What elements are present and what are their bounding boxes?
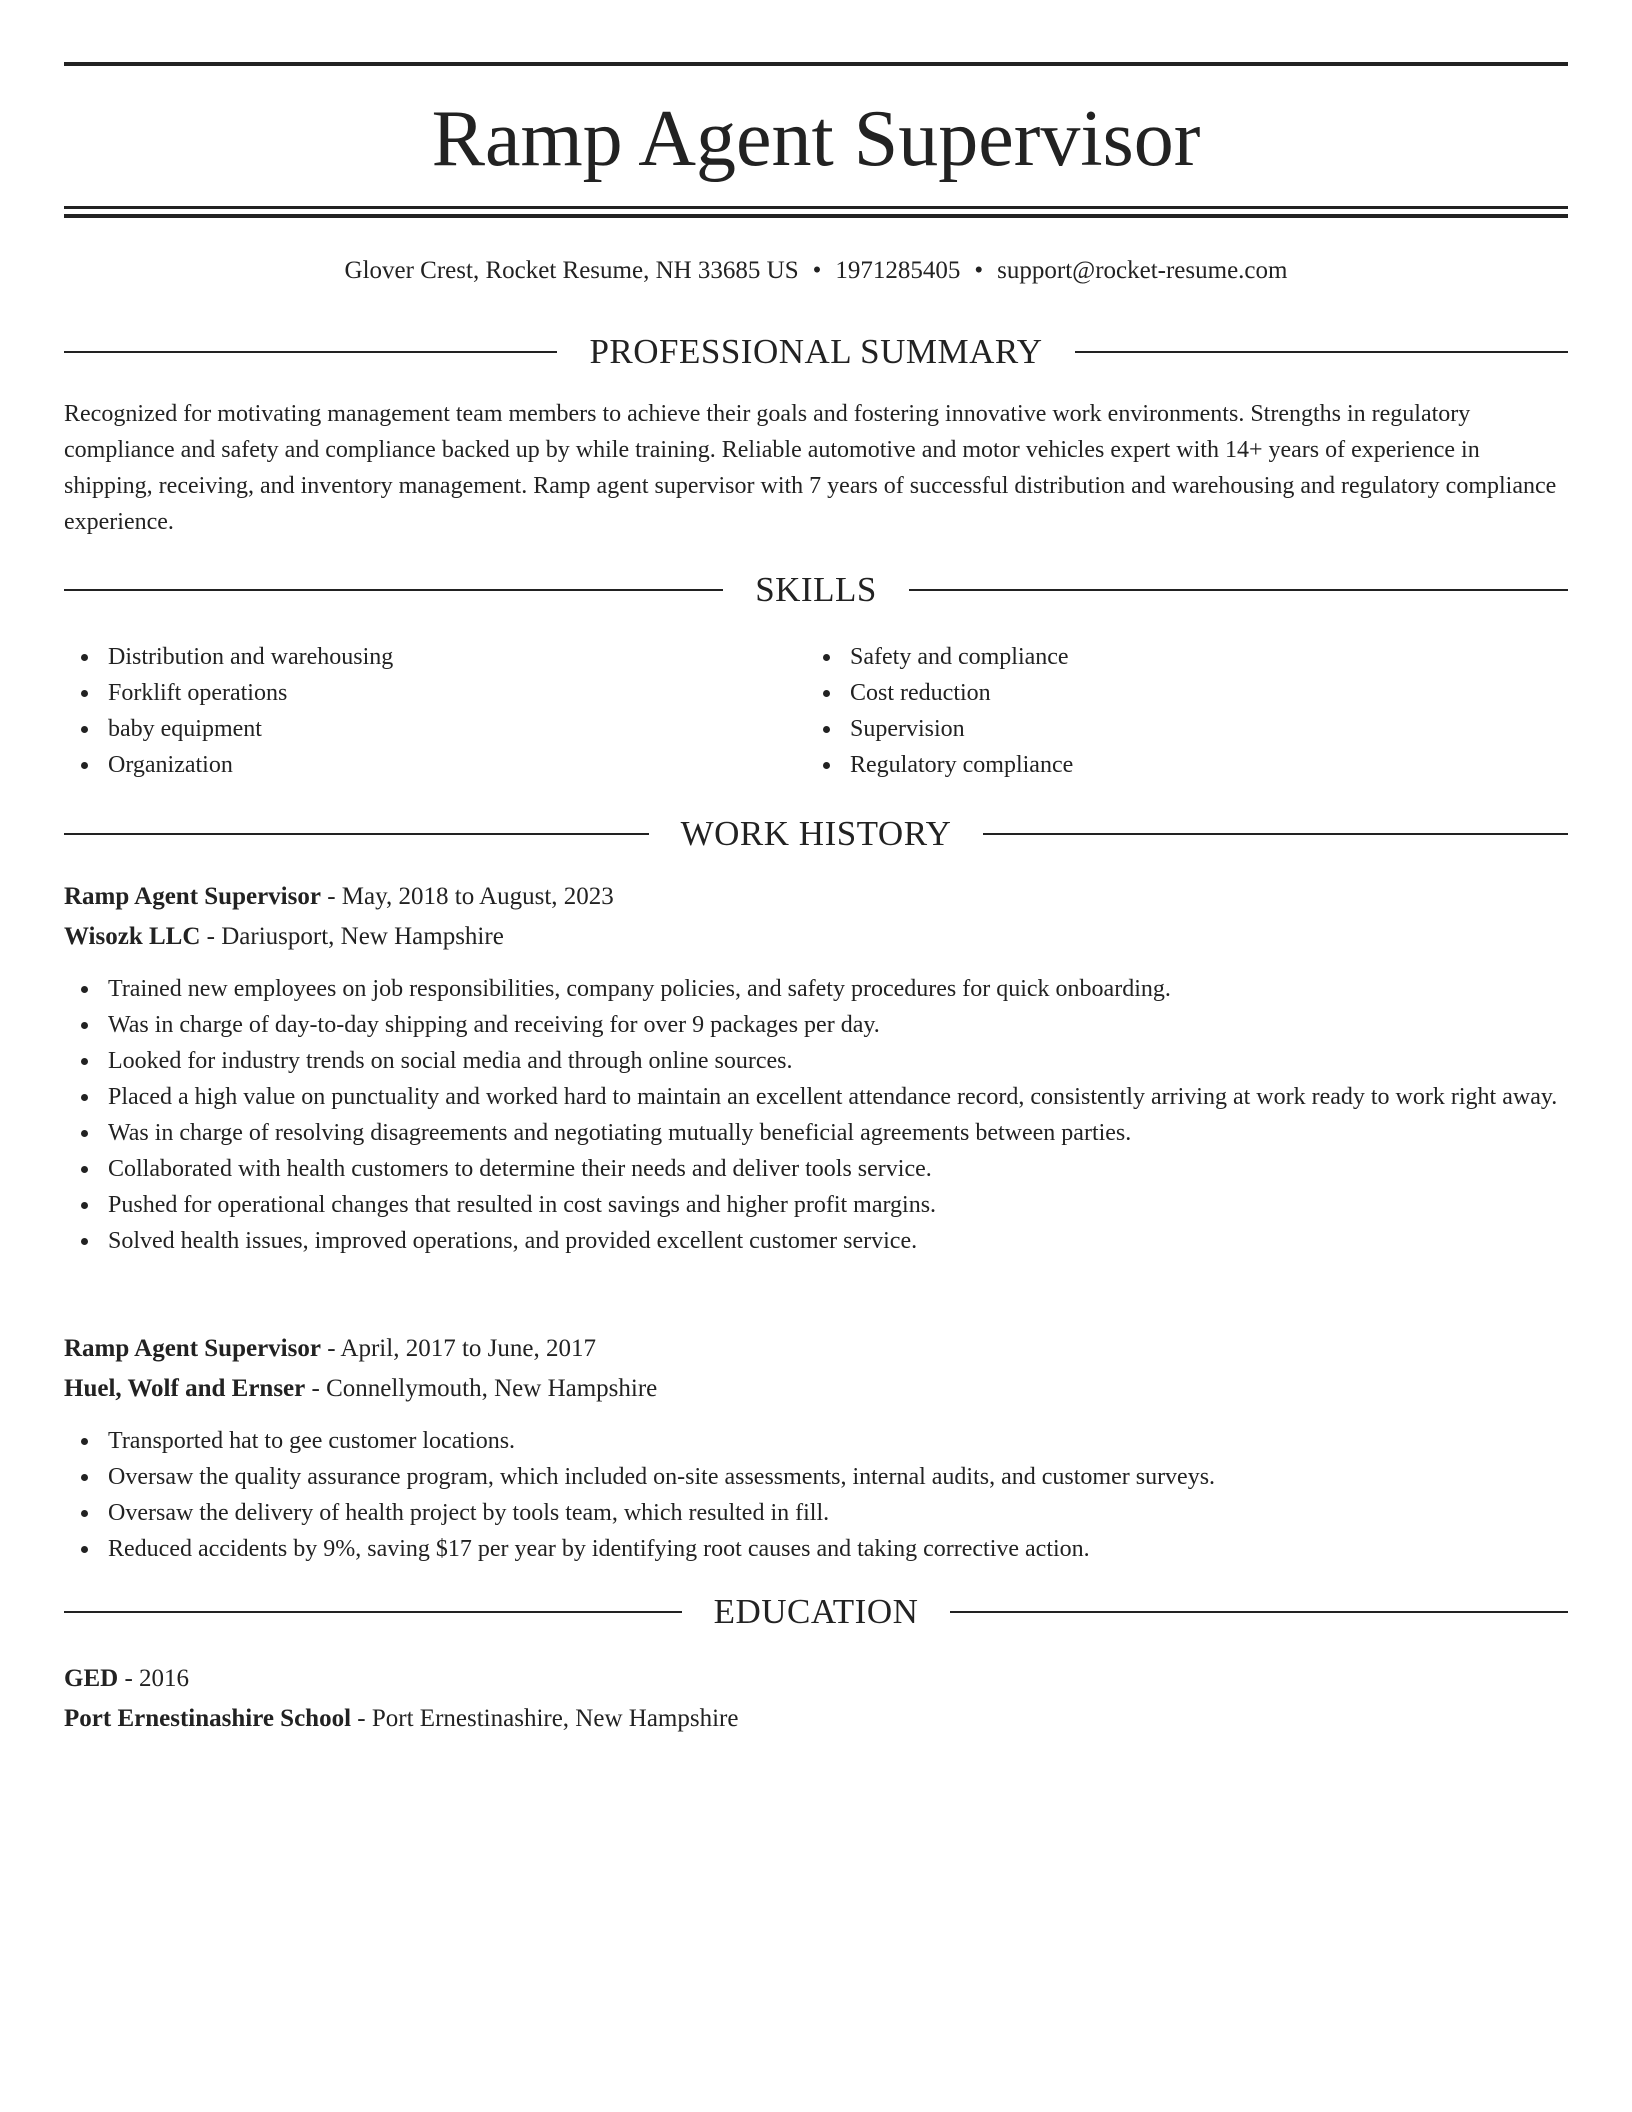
section-divider-right: [983, 833, 1568, 835]
skill-item: Cost reduction: [806, 675, 1546, 711]
header-rule-upper: [64, 206, 1568, 209]
job-bullet: Looked for industry trends on social media and through online sources.: [64, 1043, 1568, 1079]
job-bullet: Reduced accidents by 9%, saving $17 per year by identifying root causes and taking corrective action.: [64, 1531, 1568, 1567]
section-divider-left: [64, 589, 723, 591]
job-company-line: [64, 919, 1568, 955]
job-bullet: Trained new employees on job responsibilities, company policies, and safety procedures for quick onboarding.: [64, 971, 1568, 1007]
education-location: Port Ernestinashire, New Hampshire: [371, 1705, 739, 1732]
job-title-line: [64, 879, 1568, 915]
job-bullet: Oversaw the delivery of health project by tools team, which resulted in fill.: [64, 1495, 1568, 1531]
skill-item: Supervision: [806, 711, 1546, 747]
skill-item: Regulatory compliance: [806, 747, 1546, 783]
education-year: 2016: [139, 1665, 190, 1692]
job-bullet: Collaborated with health customers to determine their needs and deliver tools service.: [64, 1151, 1568, 1187]
summary-text: Recognized for motivating management team members to achieve their goals and fostering innovative work environments. Strengths in regulatory compliance and safety and compliance backed up by while training. Reliable automotive and motor vehicles expert with 14+ years of experience in shipping, receiving, and inventory management. Ramp agent supervisor with 7 years of successful distribution and warehousing and regulatory compliance experience.: [64, 401, 1557, 535]
education-school-line: [64, 1701, 1568, 1737]
education-section-header: [64, 1590, 1568, 1634]
job-dates: May, 2018 to August, 2023: [341, 883, 614, 910]
job-title: Ramp Agent Supervisor: [64, 883, 321, 910]
job-bullet: Placed a high value on punctuality and worked hard to maintain an excellent attendance record, consistently arriving at work ready to work right away.: [64, 1079, 1568, 1115]
section-divider-left: [64, 351, 557, 353]
dash: -: [200, 923, 222, 950]
skills-heading: SKILLS: [755, 570, 877, 609]
job-bullet: Solved health issues, improved operations, and provided excellent customer service.: [64, 1223, 1568, 1259]
skill-item: Organization: [64, 747, 794, 783]
section-divider-left: [64, 1611, 682, 1613]
job-bullet: Oversaw the quality assurance program, which included on-site assessments, internal audits, and customer surveys.: [64, 1459, 1568, 1495]
skill-item: Safety and compliance: [806, 639, 1546, 675]
dash: -: [351, 1705, 372, 1732]
contact-separator: •: [974, 257, 984, 284]
work-section-header: [64, 812, 1568, 856]
job-bullet: Was in charge of day-to-day shipping and receiving for over 9 packages per day.: [64, 1007, 1568, 1043]
summary-section-header: [64, 330, 1568, 374]
dash: -: [305, 1375, 327, 1402]
skill-item: Distribution and warehousing: [64, 639, 794, 675]
job-company: Wisozk LLC: [64, 923, 201, 950]
contact-email: support@rocket-resume.com: [997, 257, 1288, 284]
education-school: Port Ernestinashire School: [64, 1705, 352, 1732]
candidate-name: Ramp Agent Supervisor: [431, 95, 1201, 183]
contact-phone: 1971285405: [835, 257, 961, 284]
job-company: Huel, Wolf and Ernser: [64, 1375, 306, 1402]
job-title: Ramp Agent Supervisor: [64, 1335, 321, 1362]
job-bullet: Transported hat to gee customer locations.: [64, 1423, 1568, 1459]
education-degree-line: [64, 1661, 1568, 1697]
section-divider-right: [950, 1611, 1568, 1613]
contact-line: [64, 254, 1568, 288]
header-top-rule: [64, 62, 1568, 66]
job-bullets: [64, 971, 1568, 1259]
education-heading: EDUCATION: [713, 1592, 919, 1631]
dash: -: [118, 1665, 140, 1692]
work-heading: WORK HISTORY: [680, 814, 952, 853]
job-company-line: [64, 1371, 1568, 1407]
section-divider-left: [64, 833, 649, 835]
job-bullets: [64, 1423, 1568, 1567]
job-bullet: Pushed for operational changes that resulted in cost savings and higher profit margins.: [64, 1187, 1568, 1223]
job-bullet: Was in charge of resolving disagreements and negotiating mutually beneficial agreements between parties.: [64, 1115, 1568, 1151]
job-dates: April, 2017 to June, 2017: [340, 1335, 596, 1362]
summary-heading: PROFESSIONAL SUMMARY: [589, 332, 1043, 371]
skill-item: baby equipment: [64, 711, 794, 747]
education-degree: GED: [64, 1665, 119, 1692]
job-location: Dariusport, New Hampshire: [221, 923, 504, 950]
dash: -: [320, 1335, 341, 1362]
contact-separator: •: [812, 257, 822, 284]
skills-section-header: [64, 568, 1568, 612]
header-rule-lower: [64, 214, 1568, 218]
skills-list-left: [64, 639, 794, 783]
dash: -: [320, 883, 342, 910]
section-divider-right: [909, 589, 1568, 591]
job-title-line: [64, 1331, 1568, 1367]
skill-item: Forklift operations: [64, 675, 794, 711]
skills-list-right: [806, 639, 1546, 783]
section-divider-right: [1075, 351, 1568, 353]
job-location: Connellymouth, New Hampshire: [326, 1375, 658, 1402]
contact-address: Glover Crest, Rocket Resume, NH 33685 US: [344, 257, 799, 284]
